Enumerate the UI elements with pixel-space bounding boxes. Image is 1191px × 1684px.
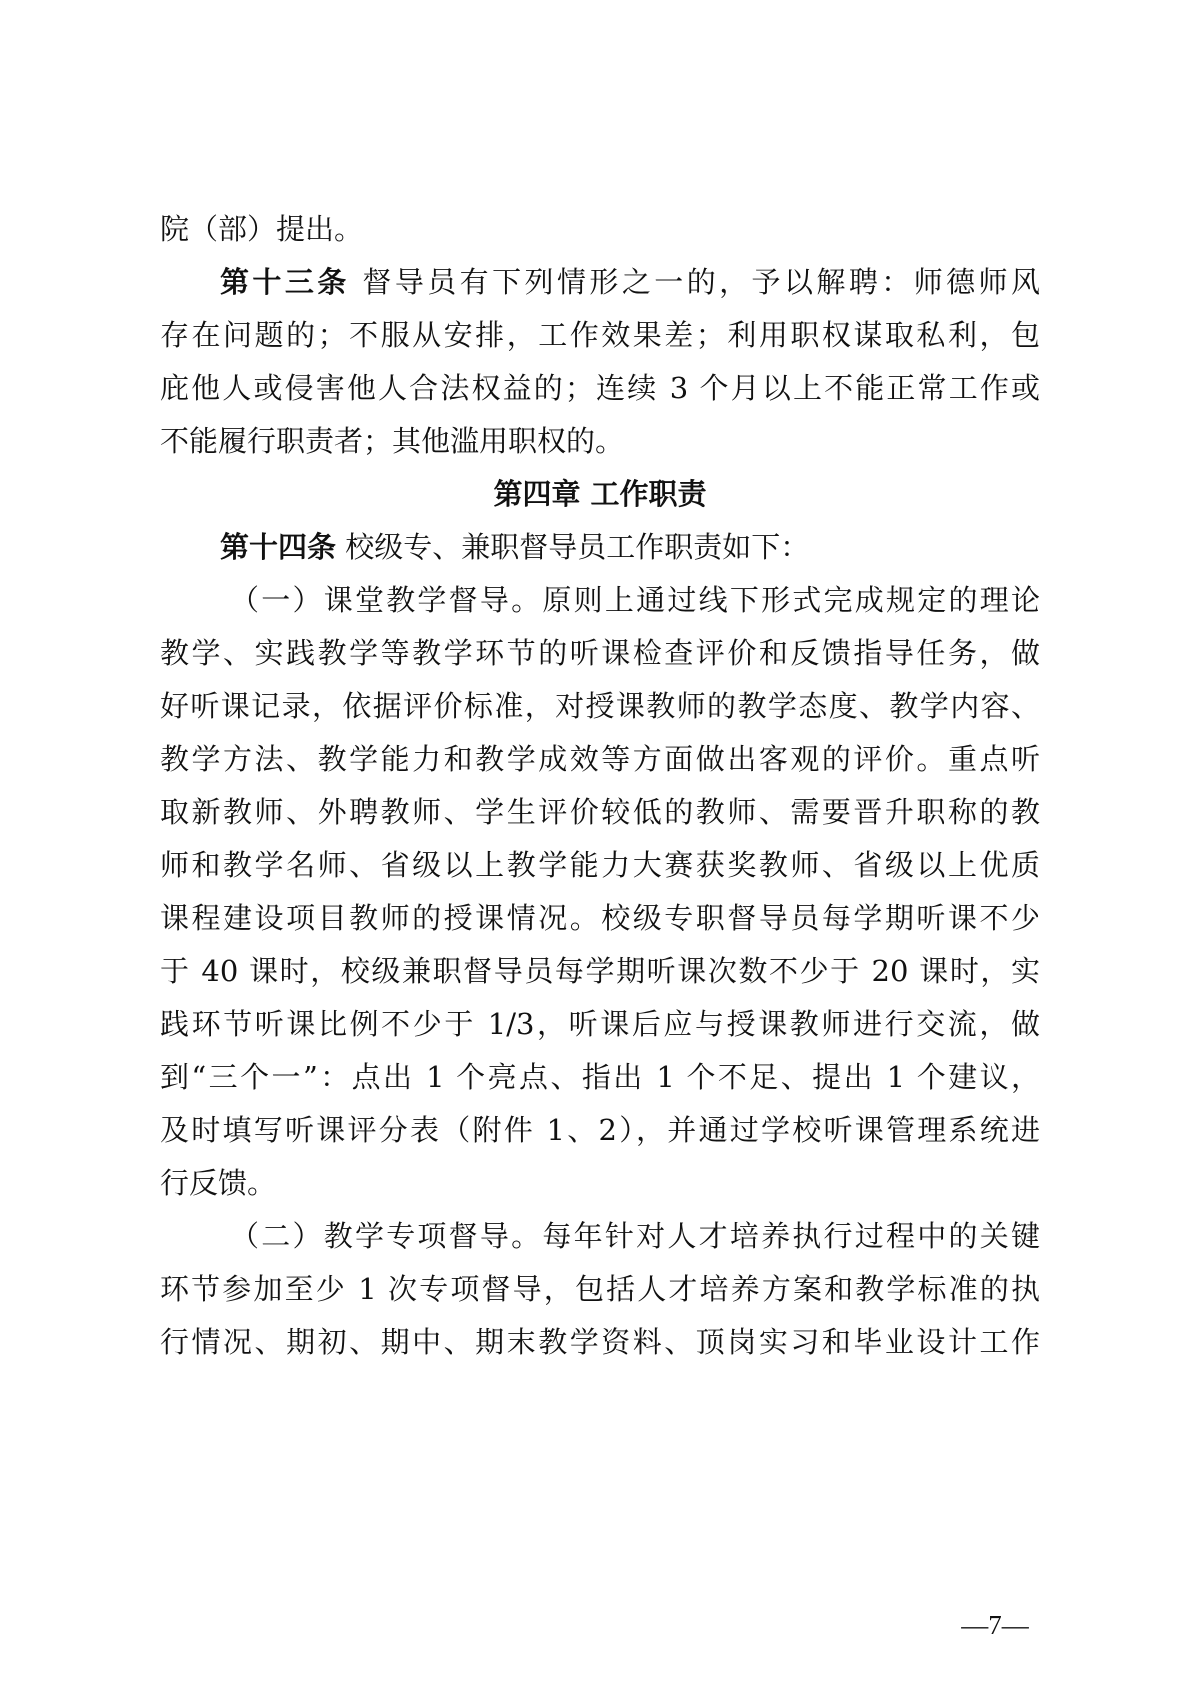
- article-13-first-line: 第十三条 督导员有下列情形之一的，予以解聘：师德师风: [220, 265, 1040, 299]
- article-13-label: 第十三条: [220, 265, 350, 299]
- text-line-12: 师和教学名师、省级以上教学能力大赛获奖教师、省级以上优质: [160, 848, 1040, 882]
- text-line-19: （二）教学专项督导。每年针对人才培养执行过程中的关键: [230, 1219, 1040, 1253]
- article-14-label: 第十四条: [220, 530, 337, 564]
- text-line-1: 院（部）提出。: [160, 212, 364, 246]
- text-line-5: 不能履行职责者；其他滥用职权的。: [160, 424, 625, 458]
- chapter-heading: 第四章 工作职责: [493, 477, 707, 511]
- text-line-21: 行情况、期初、期中、期末教学资料、顶岗实习和毕业设计工作: [160, 1325, 1040, 1359]
- text-line-14: 于 40 课时，校级兼职督导员每学期听课次数不少于 20 课时，实: [160, 954, 1040, 988]
- page-number: —7—: [961, 1610, 1029, 1640]
- text-line-17: 及时填写听课评分表（附件 1、2），并通过学校听课管理系统进: [160, 1113, 1040, 1147]
- text-line-18: 行反馈。: [160, 1166, 277, 1200]
- text-line-8: 教学、实践教学等教学环节的听课检查评价和反馈指导任务，做: [160, 636, 1040, 670]
- text-line-15: 践环节听课比例不少于 1/3，听课后应与授课教师进行交流，做: [160, 1007, 1040, 1041]
- text-line-10: 教学方法、教学能力和教学成效等方面做出客观的评价。重点听: [160, 742, 1040, 776]
- text-line-7: （一）课堂教学督导。原则上通过线下形式完成规定的理论: [230, 583, 1040, 617]
- text-line-4: 庇他人或侵害他人合法权益的；连续 3 个月以上不能正常工作或: [160, 371, 1040, 405]
- article-14-first-line: 第十四条 校级专、兼职督导员工作职责如下：: [220, 530, 810, 564]
- text-line-13: 课程建设项目教师的授课情况。校级专职督导员每学期听课不少: [160, 901, 1040, 935]
- text-line-3: 存在问题的；不服从安排，工作效果差；利用职权谋取私利，包: [160, 318, 1040, 352]
- text-line-20: 环节参加至少 1 次专项督导，包括人才培养方案和教学标准的执: [160, 1272, 1040, 1306]
- text-line-9: 好听课记录，依据评价标准，对授课教师的教学态度、教学内容、: [160, 689, 1040, 723]
- text-line-16: 到“三个一”：点出 1 个亮点、指出 1 个不足、提出 1 个建议，: [160, 1060, 1040, 1094]
- text-line-11: 取新教师、外聘教师、学生评价较低的教师、需要晋升职称的教: [160, 795, 1040, 829]
